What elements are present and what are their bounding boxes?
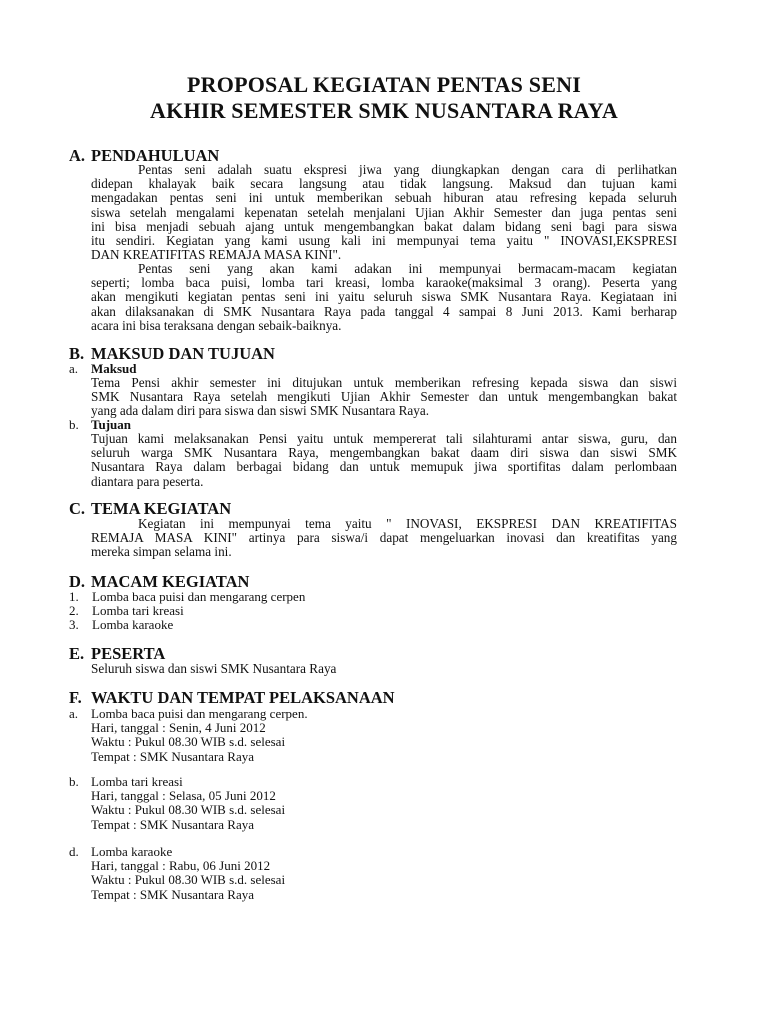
section-letter: A. bbox=[69, 146, 86, 165]
pendahuluan-paragraph-2 bbox=[91, 262, 677, 333]
document-title-line-1: PROPOSAL KEGIATAN PENTAS SENI bbox=[187, 72, 581, 97]
event-letter: d. bbox=[69, 844, 79, 859]
list-text: Lomba baca puisi dan mengarang cerpen bbox=[92, 589, 306, 604]
list-item bbox=[69, 590, 305, 604]
event-block bbox=[69, 774, 286, 832]
text-line: Pentas seni yang akan kami adakan ini mempunyai bermacam-macam kegiatan bbox=[138, 261, 677, 276]
event-letter: a. bbox=[69, 706, 79, 721]
text-line: ini bisa menjadi sebuah ajang untuk mengembangkan bakat dalam bidang seni bagi para siswa bbox=[91, 218, 677, 234]
tujuan-paragraph bbox=[91, 432, 677, 489]
sub-label: Tujuan bbox=[91, 417, 131, 432]
section-title: MAKSUD DAN TUJUAN bbox=[91, 344, 275, 363]
sub-letter: b. bbox=[69, 417, 79, 432]
event-date: Hari, tanggal : Selasa, 05 Juni 2012 bbox=[91, 788, 276, 804]
event-place: Tempat : SMK Nusantara Raya bbox=[91, 748, 254, 764]
tujuan-subheading bbox=[69, 418, 131, 432]
section-title: PESERTA bbox=[91, 644, 166, 663]
tema-paragraph bbox=[91, 517, 677, 560]
event-time: Waktu : Pukul 08.30 WIB s.d. selesai bbox=[91, 872, 286, 888]
list-number: 2. bbox=[69, 603, 79, 618]
section-letter: B. bbox=[69, 344, 85, 363]
event-time: Waktu : Pukul 08.30 WIB s.d. selesai bbox=[91, 734, 286, 750]
section-letter: D. bbox=[69, 572, 86, 591]
text-line: yang ada dalam diri para siswa dan siswi SMK Nusantara Raya. bbox=[91, 403, 430, 419]
section-letter: F. bbox=[69, 688, 82, 707]
text-line: SMK Nusantara Raya setelah mengikuti Ujian Akhir Semester dan untuk mengembangkan bakat bbox=[91, 389, 677, 405]
section-f-heading bbox=[69, 689, 395, 707]
text-line: diantara para peserta. bbox=[91, 473, 204, 489]
text-line: REMAJA MASA KINI" artinya para siswa/i dapat mengeluarkan inovasi dan kreatifitas yang bbox=[91, 530, 677, 546]
section-title: MACAM KEGIATAN bbox=[91, 572, 250, 591]
text-line: Seluruh siswa dan siswi SMK Nusantara Raya bbox=[91, 661, 337, 676]
text-line: seperti; lomba baca puisi, lomba tari kreasi, lomba karaoke(maksimal 3 orang). Peserta yang bbox=[91, 275, 677, 291]
text-line: mereka simpan selama ini. bbox=[91, 544, 232, 560]
event-name bbox=[69, 845, 285, 859]
text-line: Tema Pensi akhir semester ini ditujukan untuk memberikan refresing kepada siswa dan siswi bbox=[91, 375, 677, 390]
list-item bbox=[69, 618, 173, 632]
sub-letter: a. bbox=[69, 361, 79, 376]
text-line: akan dilaksanakan di SMK Nusantara Raya pada tanggal 4 sampai 8 Juni 2013. Kami berharap bbox=[91, 303, 677, 319]
sub-label: Maksud bbox=[91, 361, 137, 376]
event-name bbox=[69, 707, 308, 721]
event-place: Tempat : SMK Nusantara Raya bbox=[91, 816, 254, 832]
text-line: acara ini bisa teraksana dengan sebaik-baiknya. bbox=[91, 317, 342, 333]
section-title: TEMA KEGIATAN bbox=[91, 499, 232, 518]
event-name-text: Lomba baca puisi dan mengarang cerpen. bbox=[91, 706, 308, 721]
document-title-line-2: AKHIR SEMESTER SMK NUSANTARA RAYA bbox=[150, 98, 618, 123]
section-letter: C. bbox=[69, 499, 86, 518]
event-date: Hari, tanggal : Senin, 4 Juni 2012 bbox=[91, 720, 266, 736]
maksud-paragraph bbox=[91, 376, 677, 419]
event-date: Hari, tanggal : Rabu, 06 Juni 2012 bbox=[91, 858, 271, 874]
event-place: Tempat : SMK Nusantara Raya bbox=[91, 886, 254, 902]
section-title: PENDAHULUAN bbox=[91, 146, 220, 165]
event-block bbox=[69, 706, 308, 764]
maksud-subheading bbox=[69, 362, 137, 376]
event-name bbox=[69, 775, 285, 789]
text-line: mengadakan pentas seni ini untuk memberikan sebuah hiburan atau refresing kepada seluruh bbox=[91, 190, 677, 206]
event-letter: b. bbox=[69, 774, 79, 789]
text-line: DAN KREATIFITAS REMAJA MASA KINI". bbox=[91, 247, 342, 263]
list-text: Lomba tari kreasi bbox=[92, 603, 184, 618]
event-time: Waktu : Pukul 08.30 WIB s.d. selesai bbox=[91, 802, 286, 818]
peserta-text bbox=[91, 662, 336, 676]
section-letter: E. bbox=[69, 644, 85, 663]
event-block bbox=[69, 844, 286, 902]
event-name-text: Lomba karaoke bbox=[91, 844, 173, 859]
text-line: Kegiatan ini mempunyai tema yaitu " INOVASI, EKSPRESI DAN KREATIFITAS bbox=[138, 516, 677, 531]
text-line: didepan khalayak baik secara langsung atau tidak langsung. Maksud dan tujuan kami bbox=[91, 176, 677, 192]
text-line: Pentas seni adalah suatu ekspresi jiwa yang diungkapkan dengan cara di perlihatkan bbox=[138, 162, 677, 177]
text-line: siswa setelah mengalami kepenatan setelah menjalani Ujian Akhir Semester dan juga pentas seni bbox=[91, 204, 677, 220]
section-title: WAKTU DAN TEMPAT PELAKSANAAN bbox=[91, 688, 395, 707]
list-item bbox=[69, 604, 184, 618]
text-line: akan mengikuti kegiatan pentas seni ini yaitu seluruh siswa SMK Nusantara Raya. Kegiataan ini bbox=[91, 289, 677, 305]
list-number: 1. bbox=[69, 589, 79, 604]
text-line: Nusantara Raya dalam berbagai bidang dan untuk memupuk jiwa sportifitas dalam perlombaan bbox=[91, 459, 677, 475]
list-text: Lomba karaoke bbox=[92, 617, 174, 632]
event-name-text: Lomba tari kreasi bbox=[91, 774, 183, 789]
text-line: itu sendiri. Kegiatan yang kami usung kali ini mempunyai tema yaitu " INOVASI,EKSPRESI bbox=[91, 232, 677, 248]
text-line: seluruh warga SMK Nusantara Raya, mengembangkan bakat daam diri siswa dan siswi SMK bbox=[91, 445, 677, 461]
text-line: Tujuan kami melaksanakan Pensi yaitu untuk mempererat tali silahturami antar siswa, guru, dan bbox=[91, 431, 677, 446]
list-number: 3. bbox=[69, 617, 79, 632]
pendahuluan-paragraph-1 bbox=[91, 163, 677, 262]
